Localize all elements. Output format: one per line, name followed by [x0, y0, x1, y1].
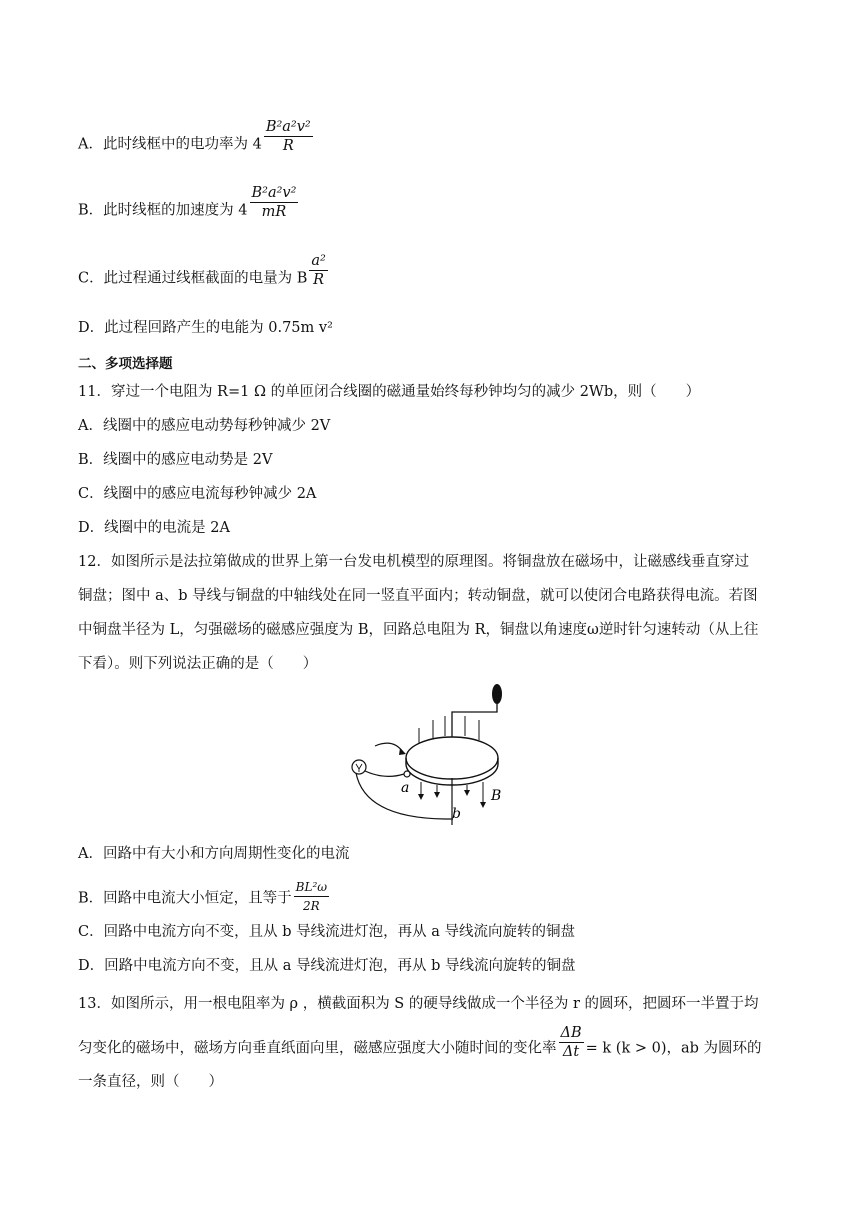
field-arrow-icon [464, 790, 470, 796]
q11-option-d: D．线圈中的电流是 2A [78, 520, 230, 536]
q12-stem-line4: 下看）。则下列说法正确的是（ ） [78, 656, 318, 672]
q10-option-a [78, 119, 315, 163]
section-title: 二、多项选择题 [78, 356, 173, 372]
crank-shaft [452, 704, 497, 738]
field-arrow-icon [418, 794, 424, 800]
q11-option-a: A．线圈中的感应电动势每秒钟减少 2V [78, 418, 331, 434]
label-B: B [491, 788, 502, 804]
q13-rate-fraction: $\frac{\Delta B}{\Delta t}$ [560, 1025, 582, 1060]
copper-disk [406, 737, 498, 779]
q12-stem-line1: 12．如图所示是法拉第做成的世界上第一台发电机模型的原理图。将铜盘放在磁场中，让磁感线垂直穿过 [78, 554, 749, 570]
handle-knob-icon [492, 684, 502, 704]
q10-option-d: D．此过程回路产生的电能为 0.75m v² [78, 320, 333, 336]
contact-a [404, 771, 410, 777]
q13-stem-line3: 一条直径，则（ ） [78, 1074, 223, 1090]
q10-option-c [78, 253, 330, 297]
q10-option-b [78, 185, 300, 229]
q12-option-a: A．回路中有大小和方向周期性变化的电流 [78, 846, 350, 862]
q13-stem-line2: 匀变化的磁场中，磁场方向垂直纸面向里，磁感应强度大小随时间的变化率 $\frac{\Delta B}{\Delta t}$ = k (k > 0)，ab 为圆环的 [78, 1025, 762, 1060]
rotation-arrowhead-icon [399, 748, 406, 755]
q10-option-c-fraction: $\frac{\text{a²}}{R}$ [311, 253, 326, 288]
q10-option-a-fraction: $\frac{\text{B²a²v²}}{R}$ [265, 119, 311, 154]
faraday-disk-figure [345, 680, 515, 825]
q11-stem: 11．穿过一个电阻为 R=1 Ω 的单匝闭合线圈的磁通量始终每秒钟均匀的减少 2Wb，则（ ） [78, 384, 701, 400]
q12-option-b [78, 880, 331, 917]
q12-option-d: D．回路中电流方向不变，且从 a 导线流进灯泡，再从 b 导线流向旋转的铜盘 [78, 958, 576, 974]
field-arrow-icon [434, 792, 440, 798]
q11-option-b: B．线圈中的感应电动势是 2V [78, 452, 273, 468]
q12-option-b-fraction: $\frac{\text{BL²ω}}{2R}$ [295, 880, 328, 913]
q10-option-b-fraction: $\frac{\text{B²a²v²}}{mR}$ [251, 185, 297, 220]
wire-a [365, 771, 404, 776]
q11-option-c: C．线圈中的感应电流每秒钟减少 2A [78, 486, 317, 502]
q10-option-c-text: C．此过程通过线框截面的电量为 B [78, 270, 308, 287]
q10-option-b-text: B．此时线框的加速度为 4 [78, 202, 248, 219]
q12-stem-line2: 铜盘；图中 a、b 导线与铜盘的中轴线处在同一竖直平面内；转动铜盘，就可以使闭合电路获得电流。若图 [78, 588, 758, 604]
rotation-arrow [375, 743, 403, 752]
q12-stem-line3: 中铜盘半径为 L，匀强磁场的磁感应强度为 B，回路总电阻为 R，铜盘以角速度ω逆时针匀速转动（从上往 [78, 622, 759, 638]
q13-stem-line1: 13．如图所示，用一根电阻率为 ρ ，横截面积为 S 的硬导线做成一个半径为 r 的圆环，把圆环一半置于均 [78, 996, 759, 1012]
q10-option-a-text: A．此时线框中的电功率为 4 [78, 136, 262, 153]
q12-option-b-text: B．回路中电流大小恒定，且等于 [78, 890, 292, 907]
q12-option-c: C．回路中电流方向不变，且从 b 导线流进灯泡，再从 a 导线流向旋转的铜盘 [78, 924, 575, 940]
label-a: a [401, 780, 410, 796]
field-arrow-icon [480, 802, 486, 808]
label-b: b [452, 806, 461, 822]
